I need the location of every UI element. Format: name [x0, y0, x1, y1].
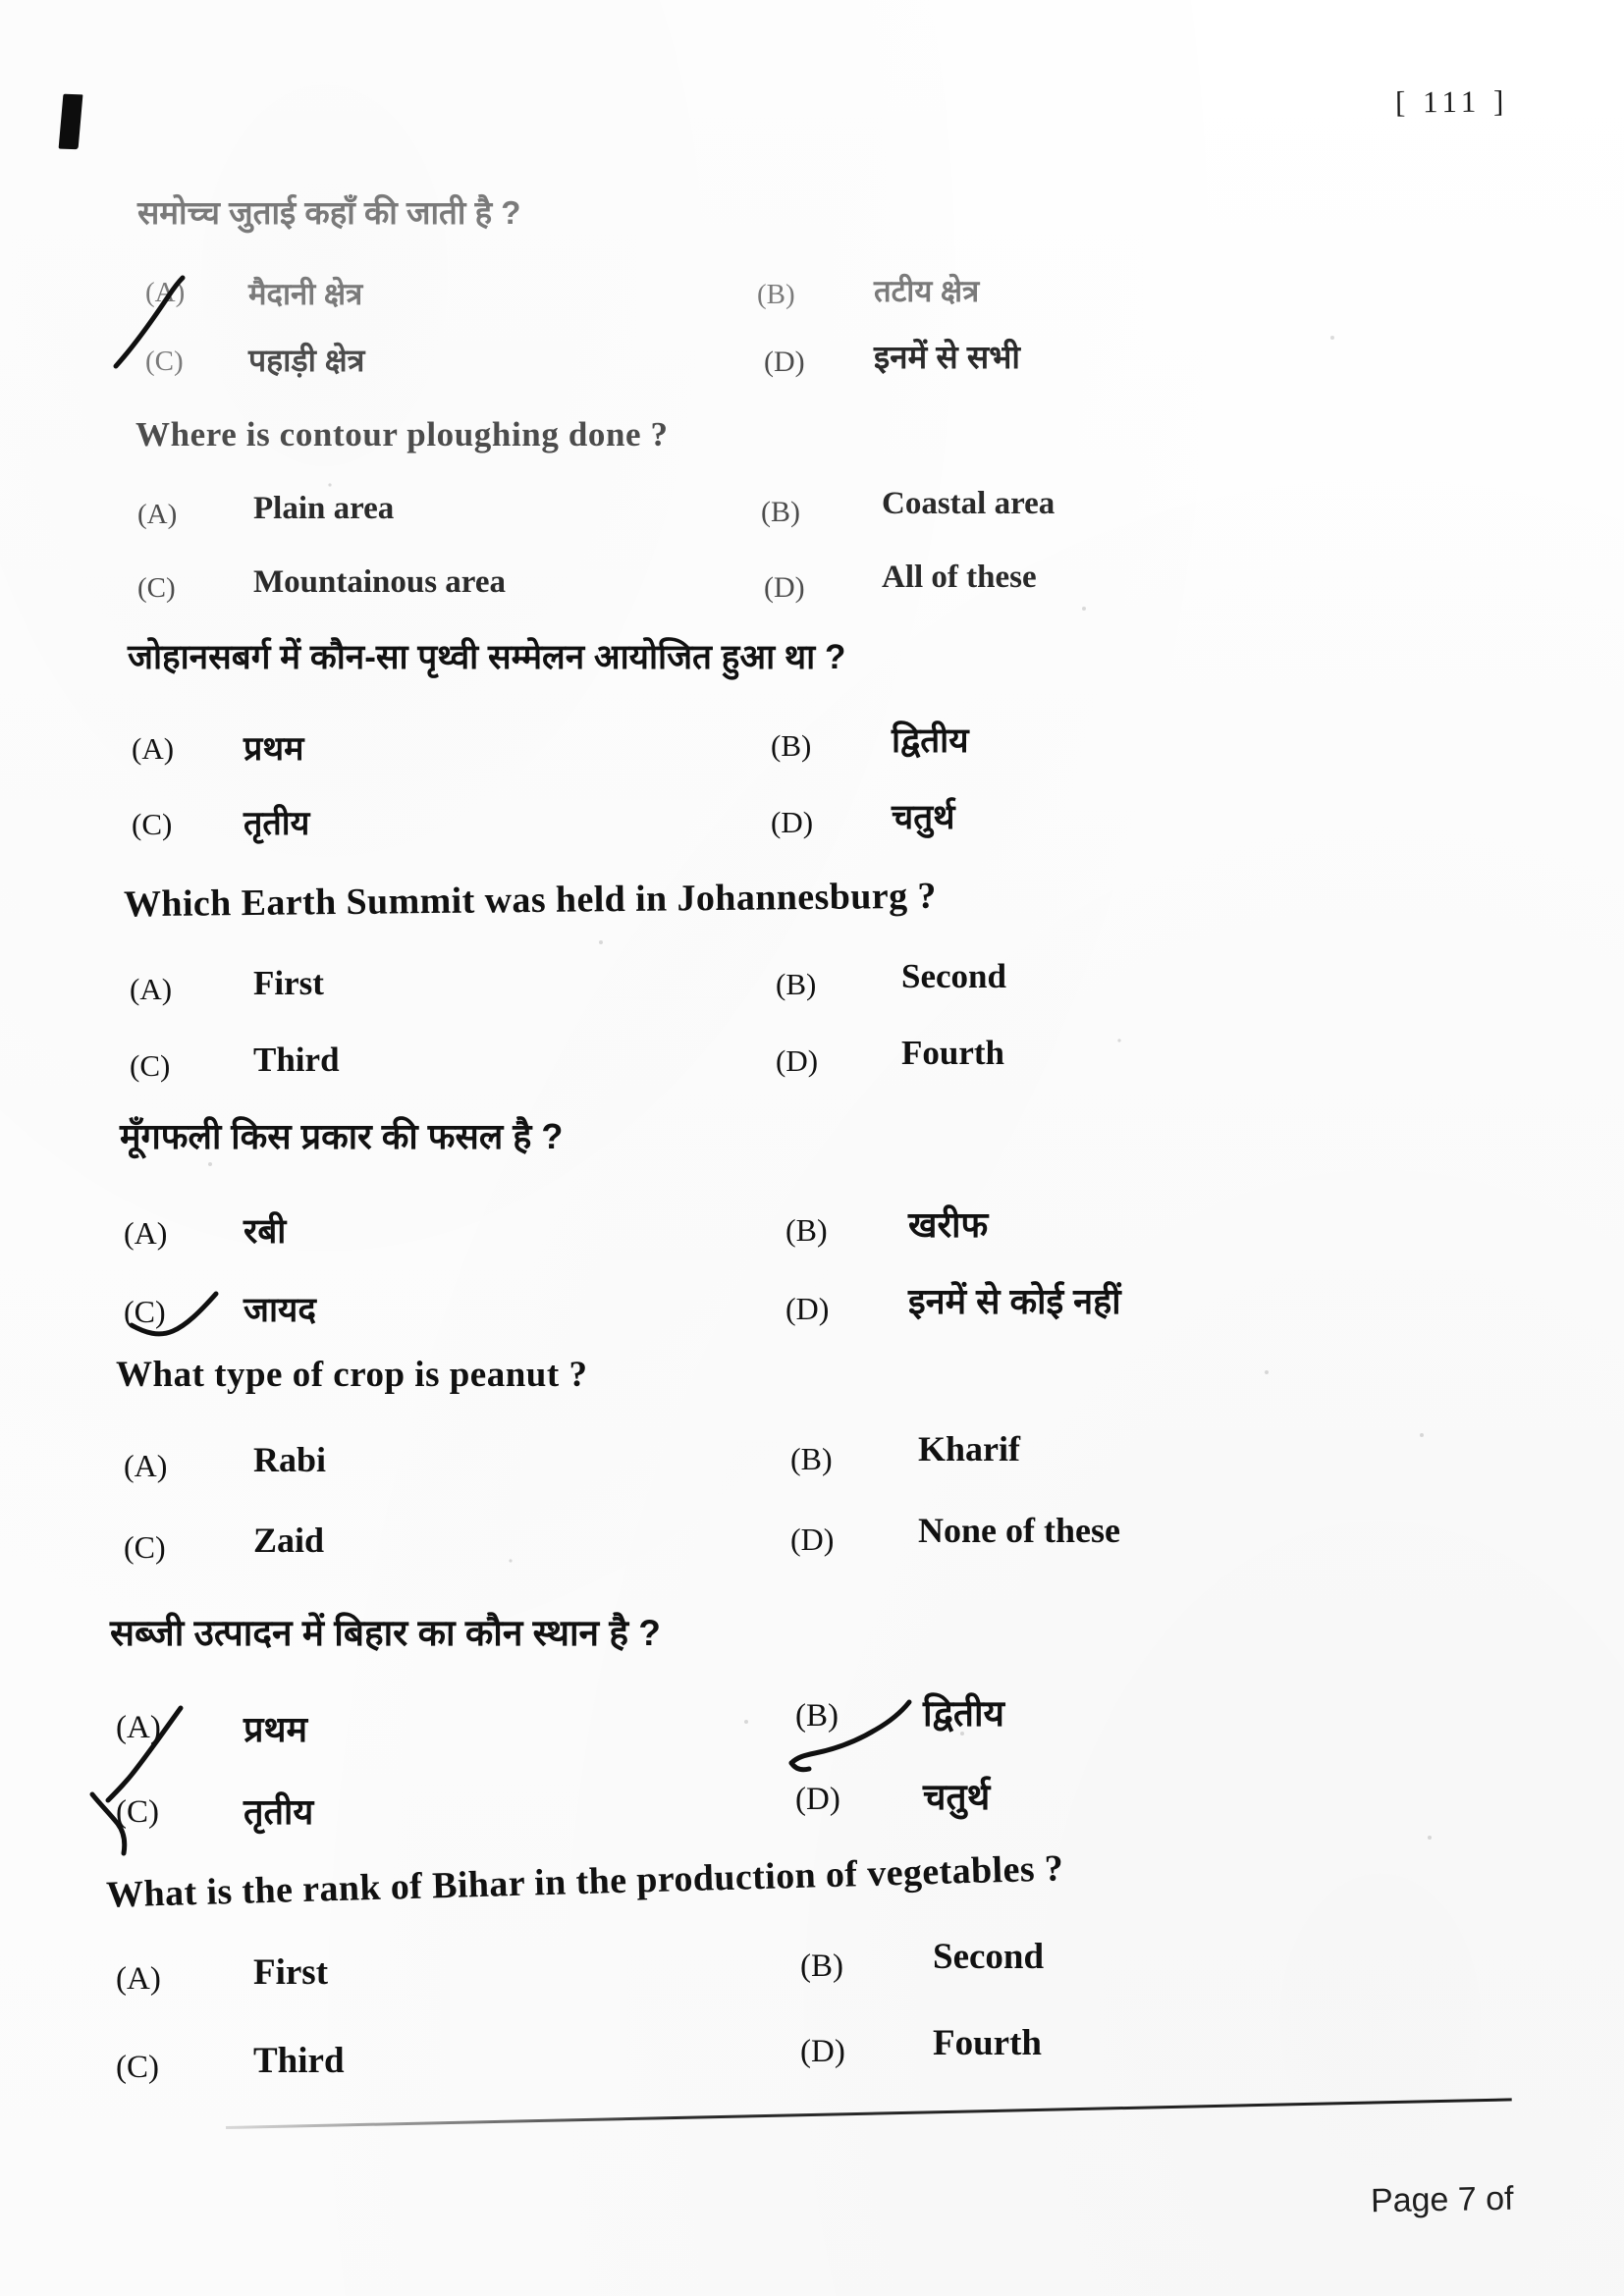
q4-english-option-c-label: (C) — [116, 2050, 159, 2085]
q1-english-option-c-label: (C) — [137, 572, 176, 604]
q4-english-option-b-label: (B) — [800, 1949, 843, 1984]
q3-hindi-option-b-text: खरीफ — [908, 1204, 989, 1245]
q1-hindi-option-c-text: पहाड़ी क्षेत्र — [248, 343, 365, 378]
q1-english-option-c-text: Mountainous area — [253, 564, 507, 600]
q3-hindi-question: मूँगफली किस प्रकार की फसल है ? — [120, 1116, 564, 1156]
q2-hindi-option-c-label: (C) — [132, 807, 173, 841]
q1-english-option-d-label: (D) — [764, 571, 805, 604]
q3-english-option-a-text: Rabi — [253, 1440, 327, 1479]
q2-english-option-a-label: (A) — [130, 972, 173, 1006]
q1-hindi-question: समोच्च जुताई कहाँ की जाती है ? — [137, 194, 521, 231]
q3-english-option-d-label: (D) — [790, 1522, 835, 1557]
q2-hindi-option-b-label: (B) — [771, 728, 812, 763]
q2-english-option-c-text: Third — [253, 1041, 340, 1079]
footer-divider-line — [226, 2098, 1512, 2129]
q4-hindi-option-d-text: चतुर्थ — [923, 1777, 991, 1817]
q3-english-question: What type of crop is peanut ? — [116, 1355, 588, 1395]
q1-hindi-option-d-text: इनमें से सभी — [874, 339, 1020, 375]
q3-english-option-a-label: (A) — [124, 1448, 168, 1483]
q1-english-option-d-text: All of these — [882, 560, 1037, 595]
q3-english-option-c-text: Zaid — [253, 1521, 325, 1560]
q3-english-option-b-text: Kharif — [918, 1429, 1020, 1468]
q4-hindi-option-a-label: (A) — [116, 1710, 161, 1745]
q1-hindi-option-c-label: (C) — [145, 346, 184, 377]
q3-hindi-option-d-text: इनमें से कोई नहीं — [908, 1281, 1121, 1321]
q3-english-option-b-label: (B) — [790, 1441, 833, 1476]
q1-english-option-a-text: Plain area — [253, 491, 395, 526]
q1-english-option-b-text: Coastal area — [882, 486, 1056, 521]
q2-hindi-option-d-label: (D) — [771, 805, 814, 839]
q2-english-option-d-label: (D) — [776, 1043, 819, 1078]
q4-english-option-b-text: Second — [933, 1937, 1045, 1977]
q4-hindi-option-b-label: (B) — [795, 1698, 839, 1734]
q3-hindi-option-c-text: जायद — [244, 1291, 316, 1329]
q1-hindi-option-a-text: मैदानी क्षेत्र — [248, 277, 363, 311]
q3-hindi-option-d-label: (D) — [785, 1291, 830, 1326]
q4-hindi-option-a-text: प्रथम — [244, 1709, 308, 1749]
q2-english-question: Which Earth Summit was held in Johannesburg ? — [123, 875, 937, 926]
q4-hindi-option-c-text: तृतीय — [244, 1791, 314, 1832]
page-header-number: [ 111 ] — [1394, 83, 1509, 120]
q2-english-option-a-text: First — [253, 964, 324, 1002]
q4-english-option-a-label: (A) — [116, 1961, 161, 1997]
q2-hindi-option-a-label: (A) — [132, 731, 175, 766]
q3-english-option-d-text: None of these — [918, 1511, 1120, 1550]
q3-hindi-option-c-label: (C) — [124, 1294, 166, 1329]
q1-hindi-option-a-label: (A) — [145, 277, 186, 308]
q3-hindi-option-a-label: (A) — [124, 1215, 168, 1251]
q4-english-option-c-text: Third — [253, 2041, 345, 2081]
q2-hindi-option-c-text: तृतीय — [244, 805, 310, 842]
q4-english-option-d-text: Fourth — [933, 2023, 1042, 2063]
q2-english-option-b-text: Second — [901, 957, 1006, 995]
footer-page-label: Page 7 of — [1371, 2179, 1515, 2220]
q1-hindi-option-b-label: (B) — [757, 279, 795, 310]
q4-hindi-option-d-label: (D) — [795, 1782, 840, 1817]
q2-hindi-option-d-text: चतुर्थ — [892, 798, 955, 836]
q2-hindi-option-a-text: प्रथम — [244, 730, 304, 768]
q3-hindi-option-a-text: रबी — [244, 1212, 287, 1251]
q2-english-option-b-label: (B) — [776, 967, 817, 1001]
q3-english-option-c-label: (C) — [124, 1529, 166, 1565]
q2-english-option-d-text: Fourth — [901, 1034, 1004, 1072]
q1-hindi-option-d-label: (D) — [764, 346, 805, 378]
q1-english-option-b-label: (B) — [761, 496, 800, 528]
page-edge-mark — [59, 94, 83, 150]
q4-english-option-a-text: First — [253, 1952, 329, 1993]
q1-english-question: Where is contour ploughing done ? — [135, 415, 669, 454]
q1-hindi-option-b-text: तटीय क्षेत्र — [874, 274, 980, 308]
q4-hindi-option-b-text: द्वितीय — [923, 1693, 1004, 1734]
q2-hindi-option-b-text: द्वितीय — [892, 721, 969, 760]
q3-hindi-option-b-label: (B) — [785, 1212, 828, 1248]
q4-hindi-question: सब्जी उत्पादन में बिहार का कौन स्थान है ? — [110, 1613, 661, 1653]
q2-hindi-question: जोहानसबर्ग में कौन-सा पृथ्वी सम्मेलन आयोजित हुआ था ? — [128, 638, 846, 676]
q4-english-option-d-label: (D) — [800, 2034, 845, 2069]
q4-hindi-option-c-label: (C) — [116, 1794, 159, 1830]
q2-english-option-c-label: (C) — [130, 1048, 171, 1083]
q4-english-question: What is the rank of Bihar in the production of vegetables ? — [105, 1847, 1064, 1916]
q1-english-option-a-label: (A) — [137, 499, 178, 530]
